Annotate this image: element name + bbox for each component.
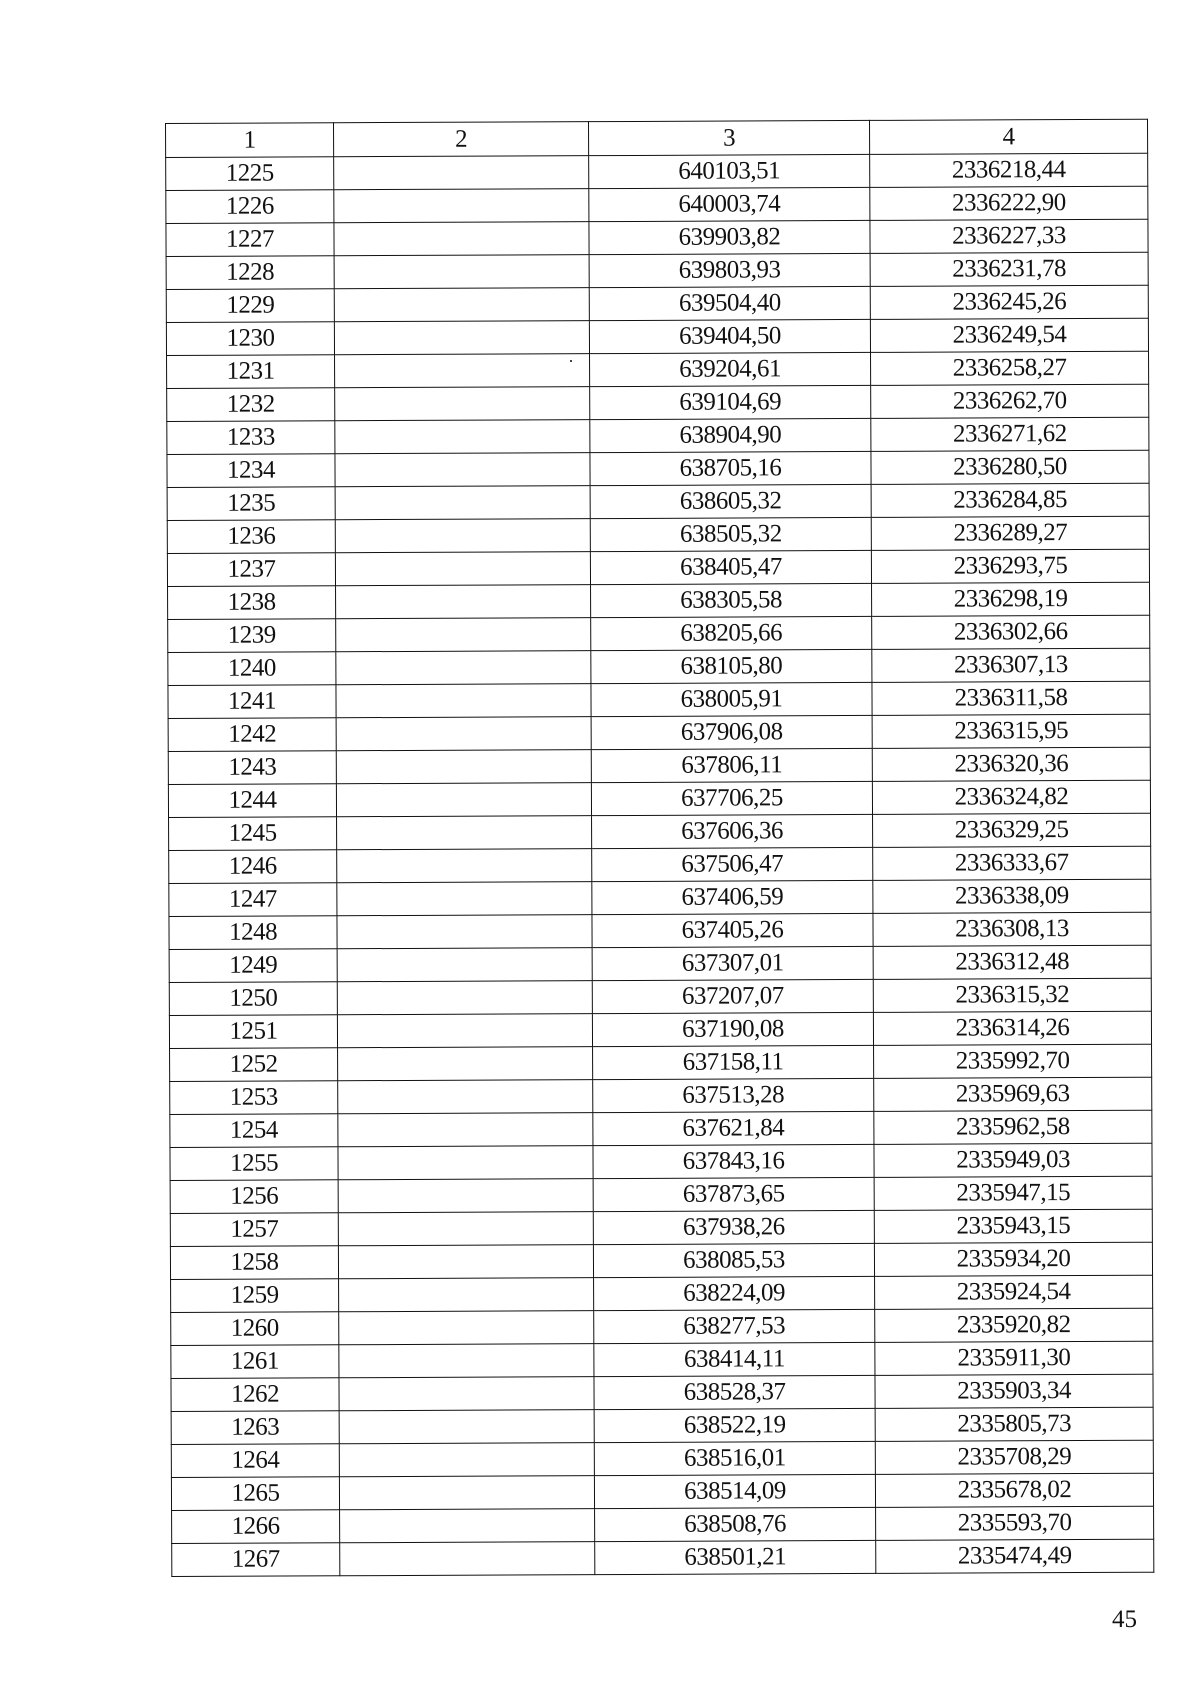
point-number-cell: 1265 [171, 1477, 339, 1511]
x-coordinate-cell: 639504,40 [589, 286, 870, 320]
y-coordinate-cell: 2336289,27 [871, 516, 1149, 550]
point-number-cell: 1247 [169, 883, 337, 917]
description-cell [338, 1080, 593, 1114]
point-number-cell: 1246 [169, 850, 337, 884]
table-row [169, 879, 1151, 916]
x-coordinate-cell: 637606,36 [592, 814, 873, 848]
point-number-cell: 1257 [170, 1213, 338, 1247]
table-row [169, 945, 1151, 982]
y-coordinate-cell: 2335943,15 [874, 1209, 1152, 1243]
point-number-cell: 1256 [170, 1180, 338, 1214]
y-coordinate-cell: 2336293,75 [871, 549, 1149, 583]
y-coordinate-cell: 2336315,95 [872, 714, 1150, 748]
x-coordinate-cell: 638405,47 [590, 550, 871, 584]
x-coordinate-cell: 637406,59 [592, 880, 873, 914]
table-row [168, 780, 1150, 817]
x-coordinate-cell: 637405,26 [592, 913, 873, 947]
y-coordinate-cell: 2336329,25 [873, 813, 1151, 847]
y-coordinate-cell: 2335992,70 [874, 1044, 1152, 1078]
description-cell [336, 651, 591, 685]
description-cell [336, 618, 591, 652]
y-coordinate-cell: 2335924,54 [875, 1275, 1153, 1309]
table-row [170, 1143, 1152, 1180]
y-coordinate-cell: 2335920,82 [875, 1308, 1153, 1342]
x-coordinate-cell: 638305,58 [591, 583, 872, 617]
description-cell [336, 684, 591, 718]
description-cell [340, 1509, 595, 1543]
table-row [171, 1308, 1153, 1345]
table-row [168, 648, 1150, 685]
table-row [168, 615, 1150, 652]
table-row [169, 978, 1151, 1015]
table-row [166, 318, 1148, 355]
x-coordinate-cell: 638224,09 [594, 1276, 875, 1310]
point-number-cell: 1239 [168, 619, 336, 653]
point-number-cell: 1242 [168, 718, 336, 752]
table-row [170, 1110, 1152, 1147]
x-coordinate-cell: 640003,74 [589, 187, 870, 221]
table-row [168, 714, 1150, 751]
y-coordinate-cell: 2336314,26 [873, 1011, 1151, 1045]
y-coordinate-cell: 2336280,50 [871, 450, 1149, 484]
description-cell [335, 552, 590, 586]
description-cell [338, 1212, 593, 1246]
description-cell [338, 1245, 593, 1279]
x-coordinate-cell: 638501,21 [595, 1540, 876, 1574]
table-row [169, 813, 1151, 850]
y-coordinate-cell: 2336308,13 [873, 912, 1151, 946]
coordinates-table [165, 119, 1154, 1577]
x-coordinate-cell: 638904,90 [590, 418, 871, 452]
y-coordinate-cell: 2335911,30 [875, 1341, 1153, 1375]
description-cell [337, 1014, 592, 1048]
y-coordinate-cell: 2336231,78 [870, 252, 1148, 286]
description-cell [336, 717, 591, 751]
x-coordinate-cell: 638277,53 [594, 1309, 875, 1343]
point-number-cell: 1253 [170, 1081, 338, 1115]
point-number-cell: 1226 [166, 190, 334, 224]
point-number-cell: 1230 [166, 322, 334, 356]
table-row [167, 549, 1149, 586]
description-cell [335, 420, 590, 454]
point-number-cell: 1236 [167, 520, 335, 554]
table-row [166, 252, 1148, 289]
x-coordinate-cell: 637190,08 [592, 1012, 873, 1046]
x-coordinate-cell: 638508,76 [595, 1507, 876, 1541]
table-header [166, 119, 1148, 157]
table-row [171, 1374, 1153, 1411]
x-coordinate-cell: 637621,84 [593, 1111, 874, 1145]
description-cell [339, 1443, 594, 1477]
y-coordinate-cell: 2336311,58 [872, 681, 1150, 715]
point-number-cell: 1262 [171, 1378, 339, 1412]
x-coordinate-cell: 638205,66 [591, 616, 872, 650]
description-cell [335, 354, 590, 388]
y-coordinate-cell: 2335678,02 [875, 1473, 1153, 1507]
point-number-cell: 1261 [171, 1345, 339, 1379]
point-number-cell: 1238 [168, 586, 336, 620]
table-row [167, 483, 1149, 520]
x-coordinate-cell: 638085,53 [593, 1243, 874, 1277]
y-coordinate-cell: 2336298,19 [872, 582, 1150, 616]
point-number-cell: 1263 [171, 1411, 339, 1445]
y-coordinate-cell: 2336338,09 [873, 879, 1151, 913]
x-coordinate-cell: 637158,11 [593, 1045, 874, 1079]
y-coordinate-cell: 2336258,27 [871, 351, 1149, 385]
x-coordinate-cell: 638005,91 [591, 682, 872, 716]
y-coordinate-cell: 2335962,58 [874, 1110, 1152, 1144]
table-row [169, 912, 1151, 949]
point-number-cell: 1240 [168, 652, 336, 686]
point-number-cell: 1264 [171, 1444, 339, 1478]
y-coordinate-cell: 2336227,33 [870, 219, 1148, 253]
description-cell [339, 1311, 594, 1345]
y-coordinate-cell: 2336218,44 [870, 153, 1148, 187]
description-cell [334, 189, 589, 223]
description-cell [335, 453, 590, 487]
x-coordinate-cell: 638605,32 [590, 484, 871, 518]
point-number-cell: 1232 [167, 388, 335, 422]
table-row [170, 1242, 1152, 1279]
table-row [166, 186, 1148, 223]
table-row [171, 1473, 1153, 1510]
x-coordinate-cell: 637806,11 [591, 748, 872, 782]
y-coordinate-cell: 2336302,66 [872, 615, 1150, 649]
x-coordinate-cell: 638528,37 [594, 1375, 875, 1409]
table-row [171, 1341, 1153, 1378]
point-number-cell: 1267 [172, 1543, 340, 1577]
x-coordinate-cell: 639803,93 [589, 253, 870, 287]
x-coordinate-cell: 638105,80 [591, 649, 872, 683]
table-row [172, 1506, 1154, 1543]
point-number-cell: 1237 [167, 553, 335, 587]
x-coordinate-cell: 640103,51 [589, 154, 870, 188]
header-row [166, 119, 1148, 157]
description-cell [335, 387, 590, 421]
description-cell [338, 1146, 593, 1180]
y-coordinate-cell: 2336333,67 [873, 846, 1151, 880]
description-cell [339, 1377, 594, 1411]
x-coordinate-cell: 638514,09 [594, 1474, 875, 1508]
point-number-cell: 1258 [170, 1246, 338, 1280]
description-cell [335, 486, 590, 520]
point-number-cell: 1250 [169, 982, 337, 1016]
description-cell [337, 981, 592, 1015]
table-row [169, 1011, 1151, 1048]
x-coordinate-cell: 639204,61 [590, 352, 871, 386]
description-cell [337, 882, 592, 916]
y-coordinate-cell: 2336284,85 [871, 483, 1149, 517]
table-row [170, 1077, 1152, 1114]
description-cell [335, 519, 590, 553]
y-coordinate-cell: 2335593,70 [876, 1506, 1154, 1540]
x-coordinate-cell: 638705,16 [590, 451, 871, 485]
table-row [167, 384, 1149, 421]
column-header-3: 3 [588, 120, 869, 155]
table-row [166, 219, 1148, 256]
point-number-cell: 1266 [172, 1510, 340, 1544]
point-number-cell: 1244 [168, 784, 336, 818]
point-number-cell: 1260 [171, 1312, 339, 1346]
x-coordinate-cell: 638505,32 [590, 517, 871, 551]
description-cell [338, 1047, 593, 1081]
table-body [166, 153, 1154, 1576]
table-row [170, 1176, 1152, 1213]
description-cell [334, 321, 589, 355]
x-coordinate-cell: 637307,01 [592, 946, 873, 980]
description-cell [337, 948, 592, 982]
scan-artifact-dot [570, 360, 572, 362]
point-number-cell: 1251 [169, 1015, 337, 1049]
description-cell [337, 816, 592, 850]
table-row [168, 582, 1150, 619]
table-row [167, 516, 1149, 553]
point-number-cell: 1227 [166, 223, 334, 257]
description-cell [339, 1410, 594, 1444]
x-coordinate-cell: 637706,25 [591, 781, 872, 815]
description-cell [336, 750, 591, 784]
y-coordinate-cell: 2336324,82 [872, 780, 1150, 814]
x-coordinate-cell: 637506,47 [592, 847, 873, 881]
point-number-cell: 1241 [168, 685, 336, 719]
table-row [170, 1044, 1152, 1081]
table-row [167, 417, 1149, 454]
y-coordinate-cell: 2336315,32 [873, 978, 1151, 1012]
description-cell [334, 255, 589, 289]
y-coordinate-cell: 2335474,49 [876, 1539, 1154, 1573]
x-coordinate-cell: 638522,19 [594, 1408, 875, 1442]
x-coordinate-cell: 637873,65 [593, 1177, 874, 1211]
point-number-cell: 1228 [166, 256, 334, 290]
column-header-2: 2 [334, 122, 589, 157]
point-number-cell: 1243 [168, 751, 336, 785]
point-number-cell: 1233 [167, 421, 335, 455]
description-cell [337, 849, 592, 883]
y-coordinate-cell: 2336222,90 [870, 186, 1148, 220]
point-number-cell: 1231 [167, 355, 335, 389]
description-cell [339, 1476, 594, 1510]
y-coordinate-cell: 2335903,34 [875, 1374, 1153, 1408]
y-coordinate-cell: 2335949,03 [874, 1143, 1152, 1177]
description-cell [338, 1179, 593, 1213]
table-row [170, 1209, 1152, 1246]
description-cell [337, 915, 592, 949]
description-cell [334, 222, 589, 256]
x-coordinate-cell: 637207,07 [592, 979, 873, 1013]
x-coordinate-cell: 639104,69 [590, 385, 871, 419]
description-cell [340, 1542, 595, 1576]
table-row [166, 285, 1148, 322]
description-cell [336, 783, 591, 817]
point-number-cell: 1245 [169, 817, 337, 851]
x-coordinate-cell: 637906,08 [591, 715, 872, 749]
y-coordinate-cell: 2336245,26 [870, 285, 1148, 319]
description-cell [334, 288, 589, 322]
point-number-cell: 1255 [170, 1147, 338, 1181]
point-number-cell: 1235 [167, 487, 335, 521]
x-coordinate-cell: 639404,50 [589, 319, 870, 353]
y-coordinate-cell: 2336271,62 [871, 417, 1149, 451]
table-row [171, 1440, 1153, 1477]
table-row [167, 450, 1149, 487]
x-coordinate-cell: 639903,82 [589, 220, 870, 254]
description-cell [336, 585, 591, 619]
point-number-cell: 1259 [171, 1279, 339, 1313]
y-coordinate-cell: 2335708,29 [875, 1440, 1153, 1474]
table-row [171, 1275, 1153, 1312]
point-number-cell: 1229 [166, 289, 334, 323]
y-coordinate-cell: 2336312,48 [873, 945, 1151, 979]
description-cell [339, 1344, 594, 1378]
table-row [168, 747, 1150, 784]
x-coordinate-cell: 637843,16 [593, 1144, 874, 1178]
table-row [172, 1539, 1154, 1576]
point-number-cell: 1254 [170, 1114, 338, 1148]
y-coordinate-cell: 2336262,70 [871, 384, 1149, 418]
y-coordinate-cell: 2335969,63 [874, 1077, 1152, 1111]
point-number-cell: 1252 [170, 1048, 338, 1082]
column-header-1: 1 [166, 123, 334, 158]
point-number-cell: 1249 [169, 949, 337, 983]
table-row [171, 1407, 1153, 1444]
column-header-4: 4 [869, 119, 1147, 154]
description-cell [338, 1113, 593, 1147]
description-cell [334, 156, 589, 190]
page-number: 45 [1112, 1606, 1137, 1633]
x-coordinate-cell: 638414,11 [594, 1342, 875, 1376]
y-coordinate-cell: 2336320,36 [872, 747, 1150, 781]
x-coordinate-cell: 637513,28 [593, 1078, 874, 1112]
table-row [167, 351, 1149, 388]
y-coordinate-cell: 2335805,73 [875, 1407, 1153, 1441]
y-coordinate-cell: 2336249,54 [870, 318, 1148, 352]
x-coordinate-cell: 637938,26 [593, 1210, 874, 1244]
x-coordinate-cell: 638516,01 [594, 1441, 875, 1475]
table-row [168, 681, 1150, 718]
table-row [166, 153, 1148, 190]
y-coordinate-cell: 2335947,15 [874, 1176, 1152, 1210]
point-number-cell: 1248 [169, 916, 337, 950]
point-number-cell: 1234 [167, 454, 335, 488]
point-number-cell: 1225 [166, 157, 334, 191]
y-coordinate-cell: 2335934,20 [874, 1242, 1152, 1276]
description-cell [339, 1278, 594, 1312]
y-coordinate-cell: 2336307,13 [872, 648, 1150, 682]
table-row [169, 846, 1151, 883]
